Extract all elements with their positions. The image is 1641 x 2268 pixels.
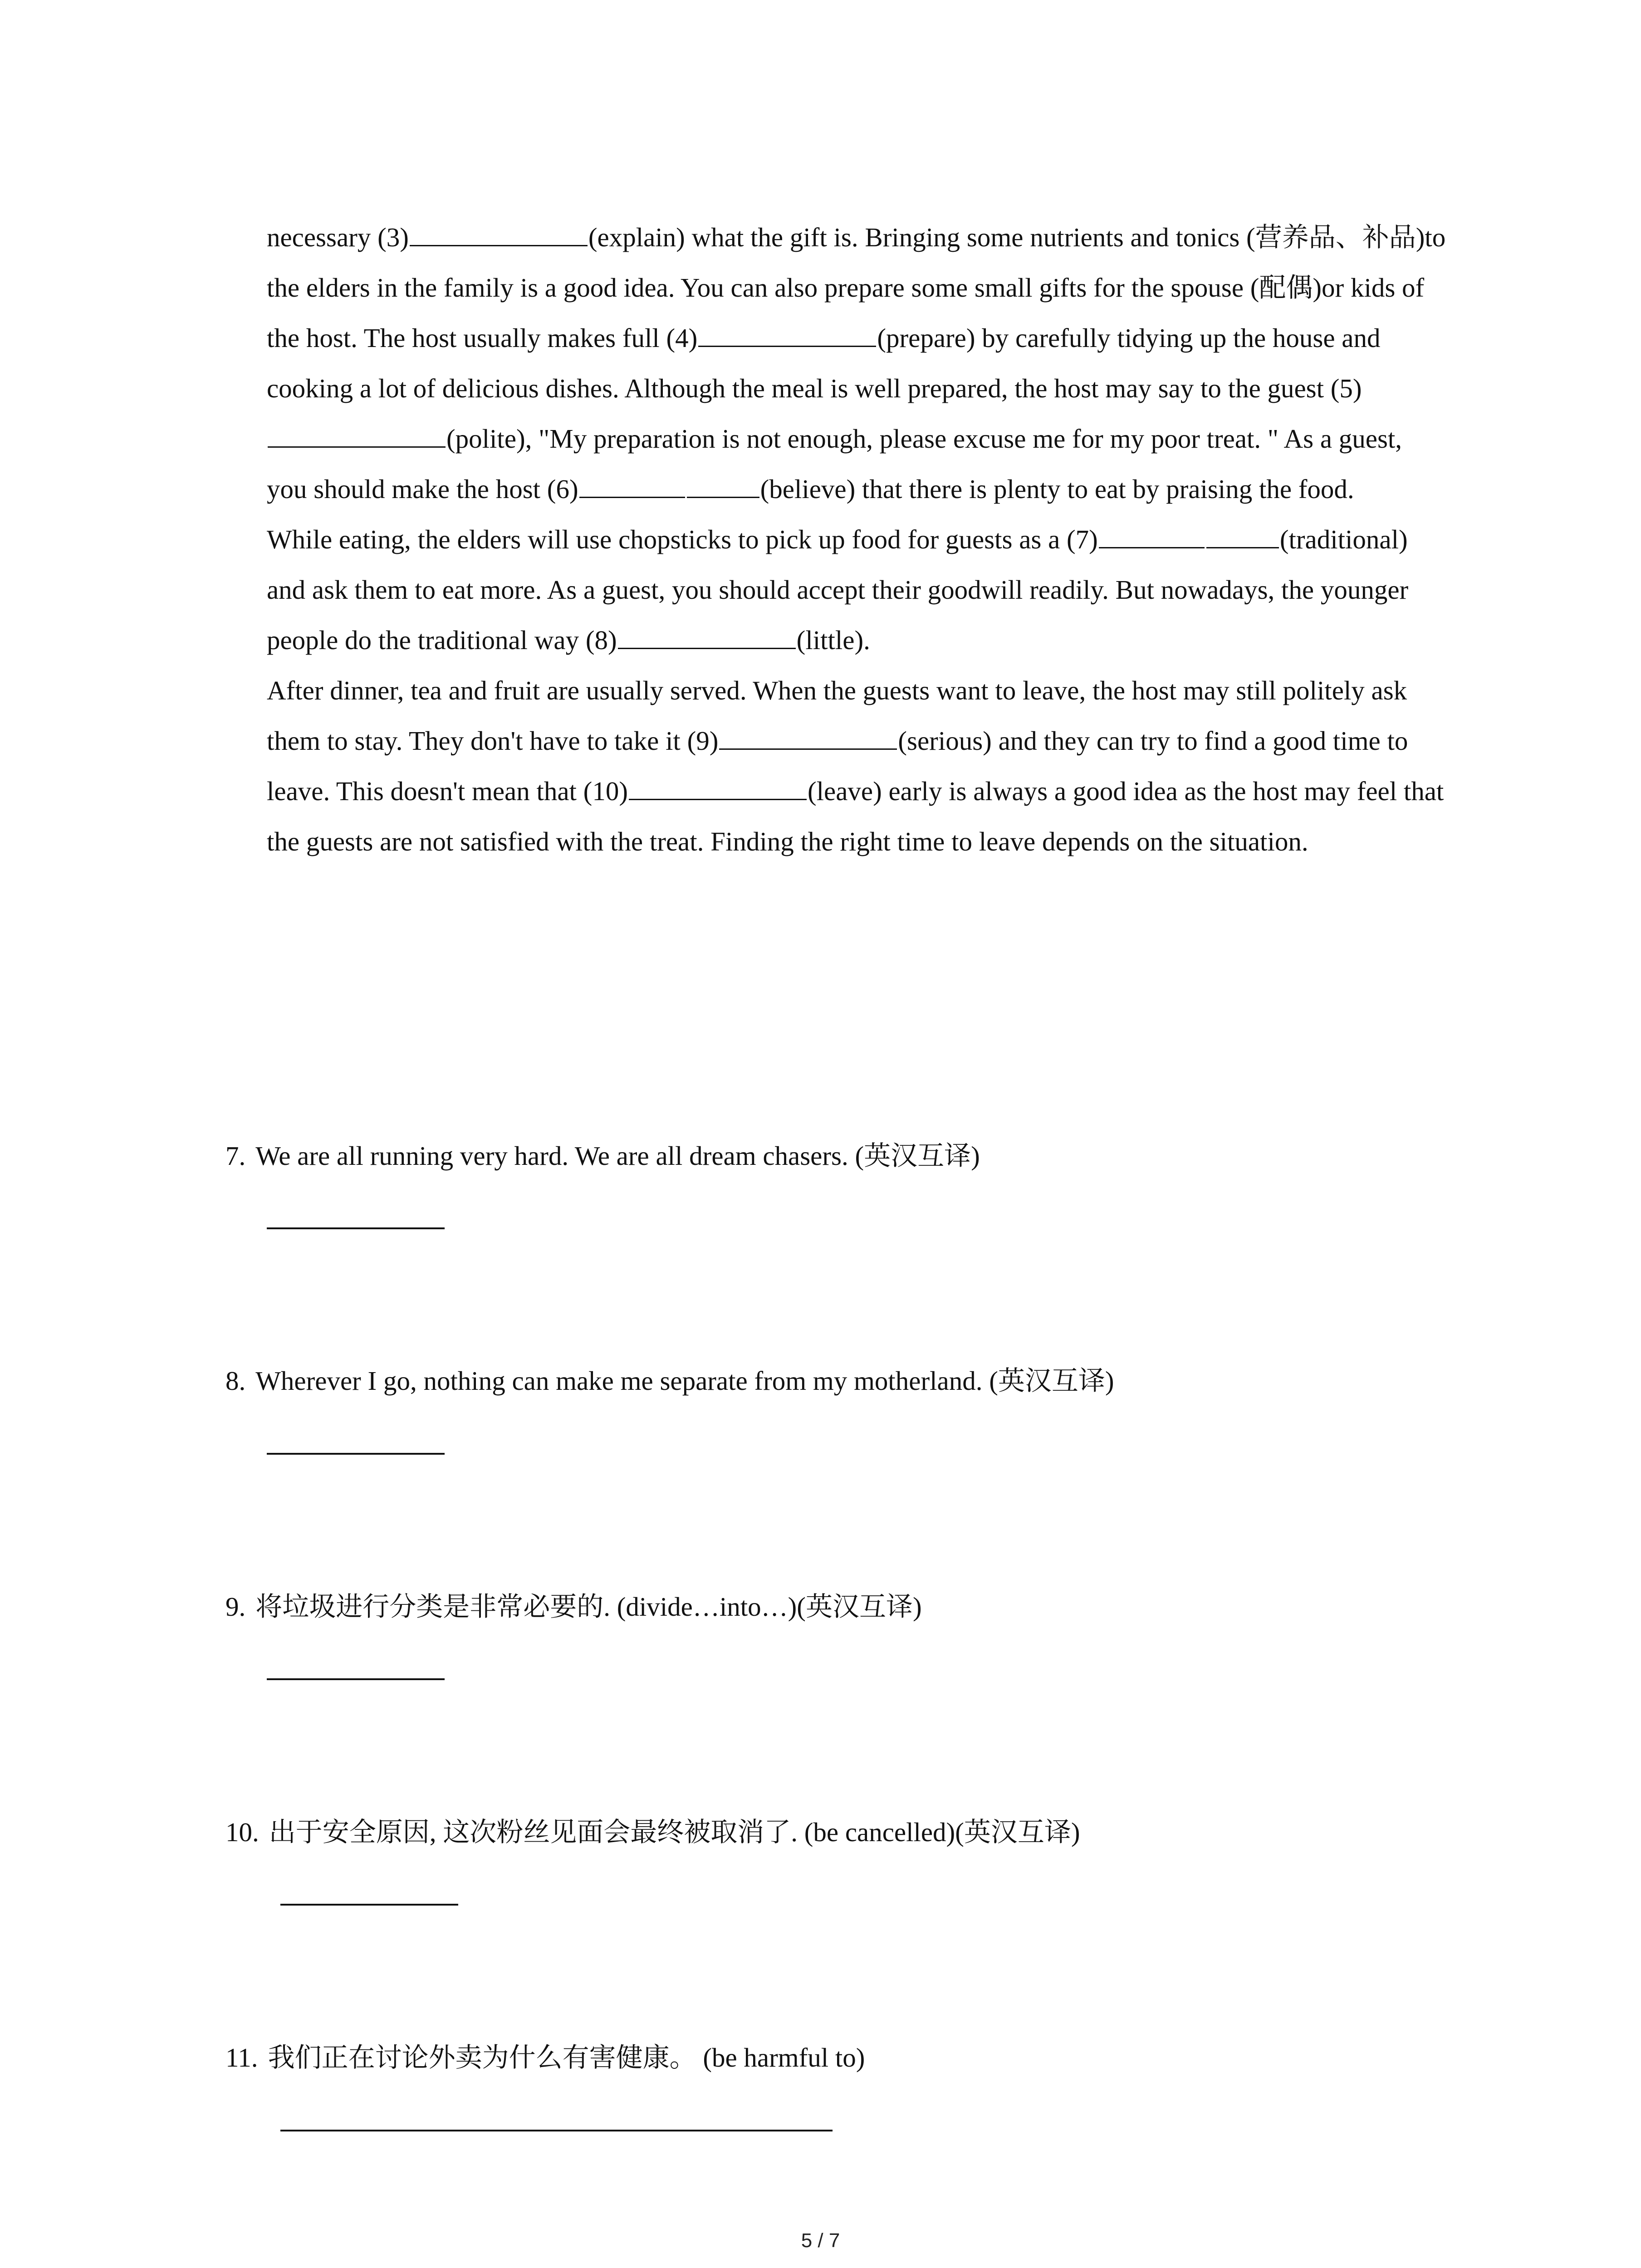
passage-text: (serious) and they can try to find a good time to leave. This doesn't mean that (10) xyxy=(267,726,1408,806)
passage-text: (leave) early is always a good idea as the host may feel that the guests are not satisfied with the treat. Finding the right time to leave depends on the situation. xyxy=(267,776,1444,856)
passage-text: While eating, the elders will use chopsticks to pick up food for guests as a (7) xyxy=(267,524,1098,554)
question-11 xyxy=(225,2039,865,2076)
blank-8[interactable] xyxy=(618,647,796,649)
passage-text: (traditional) and ask them to eat more. As a guest, you should accept their goodwill readily. But nowadays, the younger people do the traditional way (8) xyxy=(267,524,1409,655)
question-text: 将垃圾进行分类是非常必要的. (divide…into…)(英汉互译) xyxy=(255,1592,922,1622)
blank-6-continued[interactable] xyxy=(687,496,759,498)
question-text: We are all running very hard. We are all dream chasers. (英汉互译) xyxy=(255,1141,980,1171)
question-number: 8. xyxy=(225,1366,246,1396)
passage-text: (explain) what the gift is. Bringing some nutrients and tonics (营养品、补品)to the elders in the family is a good idea. You can also prepare some small gifts for the spouse (配偶)or kids of the host. The host usually makes full (4) xyxy=(267,222,1446,353)
passage-paragraph-1 xyxy=(267,212,1446,514)
blank-3[interactable] xyxy=(410,244,588,246)
answer-line-9[interactable] xyxy=(267,1678,445,1680)
question-7 xyxy=(225,1138,980,1174)
answer-line-11[interactable] xyxy=(280,2130,833,2131)
passage-text: After dinner, tea and fruit are usually served. When the guests want to leave, the host may still politely ask them to stay. They don't have to take it (9) xyxy=(267,675,1407,756)
question-8 xyxy=(225,1363,1114,1399)
question-9 xyxy=(225,1589,922,1625)
page-number: 5 / 7 xyxy=(801,2229,840,2252)
passage-text: necessary (3) xyxy=(267,222,409,252)
question-10 xyxy=(225,1814,1080,1850)
answer-line-7[interactable] xyxy=(267,1227,445,1229)
blank-7[interactable] xyxy=(1099,547,1205,548)
question-number: 9. xyxy=(225,1592,246,1622)
passage-text: (little). xyxy=(796,625,870,655)
passage-text: (polite), "My preparation is not enough, please excuse me for my poor treat. " As a guest, you should make the host (6) xyxy=(267,424,1402,504)
cloze-passage xyxy=(267,212,1446,867)
blank-6[interactable] xyxy=(579,496,685,498)
question-number: 10. xyxy=(225,1817,259,1847)
blank-4[interactable] xyxy=(698,345,876,347)
question-text: 出于安全原因, 这次粉丝见面会最终被取消了. (be cancelled)(英汉互译) xyxy=(269,1817,1080,1847)
answer-line-8[interactable] xyxy=(267,1453,445,1455)
passage-paragraph-2 xyxy=(267,514,1446,665)
question-text: 我们正在讨论外卖为什么有害健康。 (be harmful to) xyxy=(268,2043,865,2072)
question-number: 7. xyxy=(225,1141,246,1171)
passage-text: (believe) that there is plenty to eat by praising the food. xyxy=(760,474,1354,504)
passage-text: (prepare) by carefully tidying up the house and cooking a lot of delicious dishes. Although the meal is well prepared, the host may say to the guest (5) xyxy=(267,323,1381,403)
blank-10[interactable] xyxy=(629,798,807,800)
blank-7-continued[interactable] xyxy=(1206,547,1279,548)
question-text: Wherever I go, nothing can make me separate from my motherland. (英汉互译) xyxy=(255,1366,1114,1396)
blank-9[interactable] xyxy=(719,748,897,750)
question-number: 11. xyxy=(225,2043,258,2072)
passage-paragraph-3 xyxy=(267,665,1446,867)
blank-5[interactable] xyxy=(268,446,446,448)
answer-line-10[interactable] xyxy=(280,1904,458,1906)
